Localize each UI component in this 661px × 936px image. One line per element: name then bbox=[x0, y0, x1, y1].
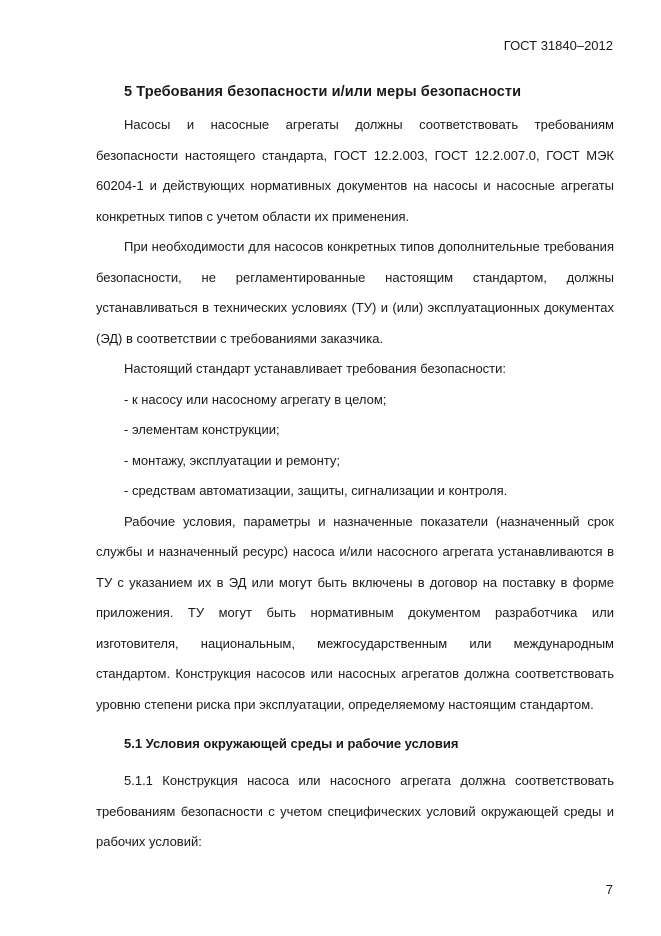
page-content bbox=[96, 82, 614, 858]
page-number: 7 bbox=[605, 882, 613, 897]
list-item: - монтажу, эксплуатации и ремонту; bbox=[124, 452, 340, 468]
list-item: - к насосу или насосному агрегату в целом; bbox=[124, 391, 387, 407]
paragraph: Рабочие условия, параметры и назначенные показатели (назначенный срок службы и назначенный ресурс) насоса и/или насосного агрегата устанавливаются в ТУ с указанием их в ЭД или могут быть включены в договор на поставку в форме приложения. ТУ могут быть нормативным документом разработчика или изготовителя, национальным, межгосударственным или международным стандартом. Конструкция насосов или насосных агрегатов должна соответствовать уровню степени риска при эксплуатации, определяемому настоящим стандартом. bbox=[96, 513, 614, 712]
list-item: - средствам автоматизации, защиты, сигнализации и контроля. bbox=[124, 483, 508, 498]
list-item: - элементам конструкции; bbox=[124, 422, 280, 437]
paragraph: Настоящий стандарт устанавливает требования безопасности: bbox=[124, 361, 507, 376]
paragraph: При необходимости для насосов конкретных типов дополнительные требования безопасности, не регламентированные настоящим стандартом, должны устанавливаться в технических условиях (ТУ) и (или) эксплуатационных документах (ЭД) в соответствии с требованиями заказчика. bbox=[96, 239, 614, 346]
paragraph: Насосы и насосные агрегаты должны соответствовать требованиям безопасности настоящего стандарта, ГОСТ 12.2.003, ГОСТ 12.2.007.0, ГОСТ МЭК 60204-1 и действующих нормативных документов на насосы и насосные агрегаты конкретных типов с учетом области их применения. bbox=[96, 117, 614, 224]
section-title: 5 Требования безопасности и/или меры безопасности bbox=[124, 84, 522, 100]
paragraph: 5.1.1 Конструкция насоса или насосного агрегата должна соответствовать требованиям безопасности с учетом специфических условий окружающей среды и рабочих условий: bbox=[96, 773, 614, 849]
standard-code: ГОСТ 31840–2012 bbox=[503, 38, 613, 53]
subsection-title: 5.1 Условия окружающей среды и рабочие условия bbox=[124, 736, 459, 751]
